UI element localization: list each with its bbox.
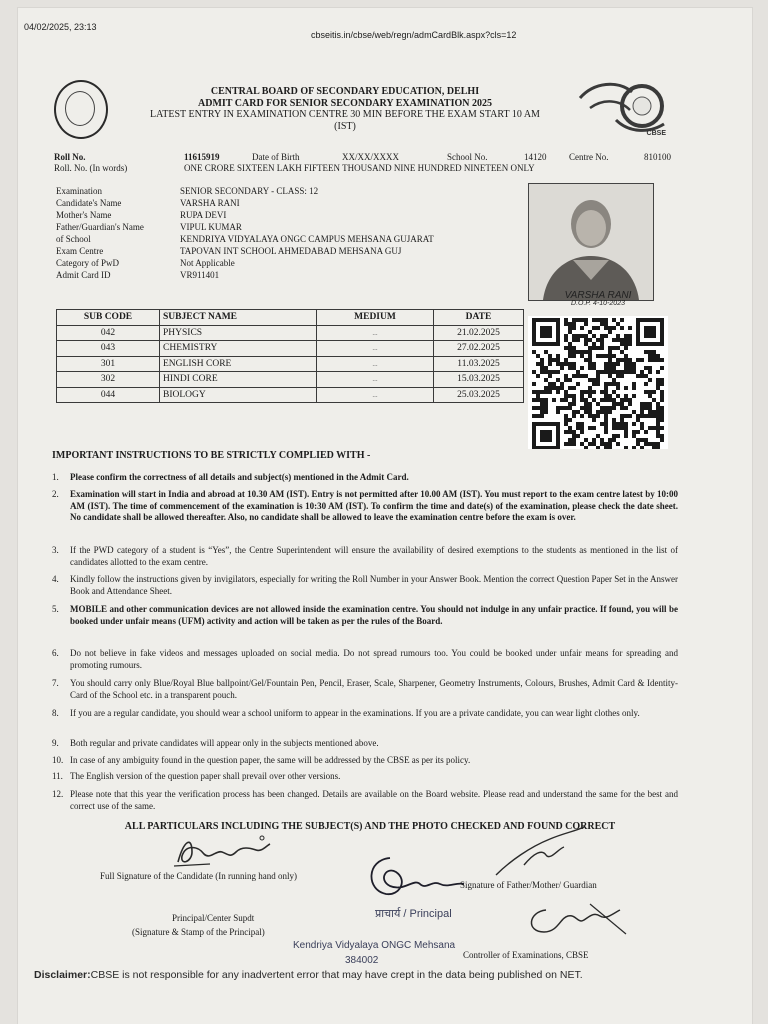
instruction-number: 9.: [52, 738, 59, 748]
subject-name-cell: PHYSICS: [160, 325, 317, 341]
admit-card-heading: ADMIT CARD FOR SENIOR SECONDARY EXAMINATION 2025: [198, 97, 492, 109]
dob-value: XX/XX/XXXX: [342, 152, 399, 162]
sub-code-cell: 302: [57, 372, 160, 388]
sub-code-cell: 042: [57, 325, 160, 341]
medium-cell: ...: [317, 341, 434, 357]
father-name-label: Father/Guardian's Name: [56, 222, 144, 232]
photo-caption-name: VARSHA RANI: [564, 290, 632, 301]
date-cell: 25.03.2025: [434, 387, 524, 403]
instruction-text: The English version of the question paper shall prevail over other versions.: [70, 771, 341, 781]
mother-name-label: Mother's Name: [56, 210, 112, 220]
entry-note: LATEST ENTRY IN EXAMINATION CENTRE 30 MIN BEFORE THE EXAM START 10 AM: [150, 109, 540, 120]
school-name-label: of School: [56, 234, 91, 244]
principal-stamp-title: प्राचार्य / Principal: [375, 908, 452, 920]
instruction-item: [52, 771, 678, 783]
instruction-number: 3.: [52, 545, 59, 555]
table-row: [57, 341, 524, 357]
instruction-number: 5.: [52, 604, 59, 614]
pwd-category-label: Category of PwD: [56, 258, 119, 268]
instruction-text: Please note that this year the verification process has been changed. Details are available on the Board website. Please read and understand the same for the best and correct use of the same.: [70, 789, 678, 811]
candidate-photo-image: [529, 184, 653, 300]
disclaimer: [34, 969, 583, 981]
admit-card-title: [110, 86, 580, 132]
col-medium: MEDIUM: [317, 310, 434, 326]
centre-no-value: 810100: [644, 152, 671, 162]
principal-stamp-pincode: 384002: [345, 955, 379, 966]
father-name-value: VIPUL KUMAR: [180, 222, 242, 232]
admit-card-id-value: VR911401: [180, 270, 220, 280]
roll-no-value: 11615919: [184, 152, 220, 162]
dob-label: Date of Birth: [252, 152, 300, 162]
medium-cell: ...: [317, 325, 434, 341]
date-cell: 11.03.2025: [434, 356, 524, 372]
parent-signature: [490, 825, 590, 880]
disclaimer-text: CBSE is not responsible for any inadvertent error that may have crept in the data being published on NET.: [90, 969, 583, 981]
subjects-table: [56, 309, 524, 403]
subject-name-cell: CHEMISTRY: [160, 341, 317, 357]
admit-card-id-label: Admit Card ID: [56, 270, 111, 280]
candidate-signature-label: Full Signature of the Candidate (In running hand only): [100, 871, 297, 881]
instruction-number: 12.: [52, 789, 64, 799]
instruction-text: Do not believe in fake videos and messages uploaded on social media. Do not spread rumours too. You could be booked under unfair means for spreading and promoting rumours.: [70, 648, 678, 670]
instruction-text: If the PWD category of a student is “Yes”, the Centre Superintendent will ensure the availability of desired exemptions to the students as mentioned in the list of candidates allotted to the exam centre.: [70, 545, 678, 567]
pwd-category-value: Not Applicable: [180, 258, 235, 268]
date-cell: 21.02.2025: [434, 325, 524, 341]
board-name: CENTRAL BOARD OF SECONDARY EDUCATION, DELHI: [210, 86, 480, 97]
date-cell: 27.02.2025: [434, 341, 524, 357]
roll-words-value: ONE CRORE SIXTEEN LAKH FIFTEEN THOUSAND NINE HUNDRED NINETEEN ONLY: [184, 163, 535, 173]
col-subject-name: SUBJECT NAME: [160, 310, 317, 326]
instruction-text: Examination will start in India and abroad at 10.30 AM (IST). Entry is not permitted after 10.00 AM (IST). You must report to the exam centre latest by 10:00 AM (IST). The time of commencement of the examination is 10:30 AM (IST). To confirm the time and date(s) of the examination, please check the date sheet. No candidate shall be allowed thereafter. Also, no candidate shall be allowed to leave the examination centre before the exam is over.: [70, 489, 678, 522]
exam-centre-label: Exam Centre: [56, 246, 104, 256]
table-row: [57, 356, 524, 372]
instruction-text: You should carry only Blue/Royal Blue ballpoint/Gel/Fountain Pen, Pencil, Eraser, Scale, Sharpener, Geometry Instruments, Colours, Brushes, Admit Card & Identity-Card of the School etc. in a transparent pouch.: [70, 678, 678, 700]
medium-cell: ...: [317, 356, 434, 372]
controller-label: Controller of Examinations, CBSE: [463, 950, 589, 960]
school-no-label: School No.: [447, 152, 488, 162]
instruction-item: [52, 678, 678, 701]
instruction-item: [52, 472, 678, 484]
principal-stamp-label: (Signature & Stamp of the Principal): [132, 927, 265, 937]
cbse-emblem-logo: [54, 80, 108, 139]
print-timestamp: 04/02/2025, 23:13: [24, 22, 97, 32]
instruction-number: 4.: [52, 574, 59, 584]
instruction-item: [52, 738, 678, 750]
instruction-number: 8.: [52, 708, 59, 718]
instruction-text: Kindly follow the instructions given by invigilators, especially for writing the Roll Number in your Answer Book. Mention the correct Question Paper Set in the Answer Book and Attendance Sheet.: [70, 574, 678, 596]
table-row: [57, 325, 524, 341]
date-cell: 15.03.2025: [434, 372, 524, 388]
instruction-item: [52, 545, 678, 568]
principal-label: Principal/Center Supdt: [172, 913, 255, 923]
instructions-heading: IMPORTANT INSTRUCTIONS TO BE STRICTLY COMPLIED WITH -: [52, 450, 371, 461]
sub-code-cell: 044: [57, 387, 160, 403]
particulars-confirmation: ALL PARTICULARS INCLUDING THE SUBJECT(S) AND THE PHOTO CHECKED AND FOUND CORRECT: [124, 821, 616, 832]
print-url: cbseitis.in/cbse/web/regn/admCardBlk.aspx?cls=12: [311, 30, 517, 40]
instruction-number: 1.: [52, 472, 59, 482]
photo-date-of-photo: D.O.P. 4-10-2023: [571, 300, 625, 307]
instruction-item: [52, 755, 678, 767]
instruction-item: [52, 604, 678, 627]
medium-cell: ...: [317, 372, 434, 388]
candidate-name-label: Candidate's Name: [56, 198, 122, 208]
candidate-signature: [170, 832, 280, 870]
examination-value: SENIOR SECONDARY - CLASS: 12: [180, 186, 319, 196]
roll-words-label: Roll. No. (In words): [54, 163, 128, 173]
examination-label: Examination: [56, 186, 102, 196]
mother-name-value: RUPA DEVI: [180, 210, 227, 220]
candidate-name-value: VARSHA RANI: [180, 198, 240, 208]
table-row: [57, 372, 524, 388]
qr-code: [528, 316, 668, 449]
subject-name-cell: BIOLOGY: [160, 387, 317, 403]
sub-code-cell: 301: [57, 356, 160, 372]
subjects-table-header: [57, 310, 524, 326]
instruction-text: Both regular and private candidates will appear only in the subjects mentioned above.: [70, 738, 379, 748]
instruction-item: [52, 708, 678, 720]
instruction-number: 11.: [52, 771, 63, 781]
parent-signature-label: Signature of Father/Mother/ Guardian: [460, 880, 597, 890]
instruction-item: [52, 489, 678, 524]
cbse-logo-text: CBSE: [646, 130, 666, 137]
sub-code-cell: 043: [57, 341, 160, 357]
roll-no-label: Roll No.: [54, 152, 86, 162]
subject-name-cell: HINDI CORE: [160, 372, 317, 388]
instruction-item: [52, 789, 678, 812]
entry-note-suffix: (IST): [334, 120, 356, 132]
subject-name-cell: ENGLISH CORE: [160, 356, 317, 372]
medium-cell: ...: [317, 387, 434, 403]
school-no-value: 14120: [524, 152, 547, 162]
exam-centre-value: TAPOVAN INT SCHOOL AHMEDABAD MEHSANA GUJ: [180, 246, 402, 256]
table-row: [57, 387, 524, 403]
instruction-number: 10.: [52, 755, 64, 765]
principal-stamp-school: Kendriya Vidyalaya ONGC Mehsana: [293, 940, 456, 951]
col-date: DATE: [434, 310, 524, 326]
disclaimer-label: Disclaimer:: [34, 969, 91, 981]
instruction-item: [52, 574, 678, 597]
instruction-text: In case of any ambiguity found in the question paper, the same will be addressed by the CBSE as per its policy.: [70, 755, 471, 765]
instruction-text: MOBILE and other communication devices are not allowed inside the examination centre. You should not indulge in any unfair practice. If found, you will be booked under unfair means (UFM) activity and action will be taken as per the rules of the Board.: [70, 604, 678, 626]
centre-no-label: Centre No.: [569, 152, 609, 162]
instruction-text: Please confirm the correctness of all details and subject(s) mentioned in the Admit Card.: [70, 472, 409, 482]
instruction-text: If you are a regular candidate, you should wear a school uniform to appear in the examinations. If you are a private candidate, you can wear light clothes only.: [70, 708, 640, 718]
instruction-number: 6.: [52, 648, 59, 658]
col-sub-code: SUB CODE: [57, 310, 160, 326]
instruction-number: 7.: [52, 678, 59, 688]
instruction-number: 2.: [52, 489, 59, 499]
controller-signature: [520, 900, 630, 940]
candidate-photo: [528, 183, 654, 301]
instruction-item: [52, 648, 678, 671]
school-name-value: KENDRIYA VIDYALAYA ONGC CAMPUS MEHSANA GUJARAT: [180, 234, 434, 244]
principal-signature: [360, 850, 470, 905]
